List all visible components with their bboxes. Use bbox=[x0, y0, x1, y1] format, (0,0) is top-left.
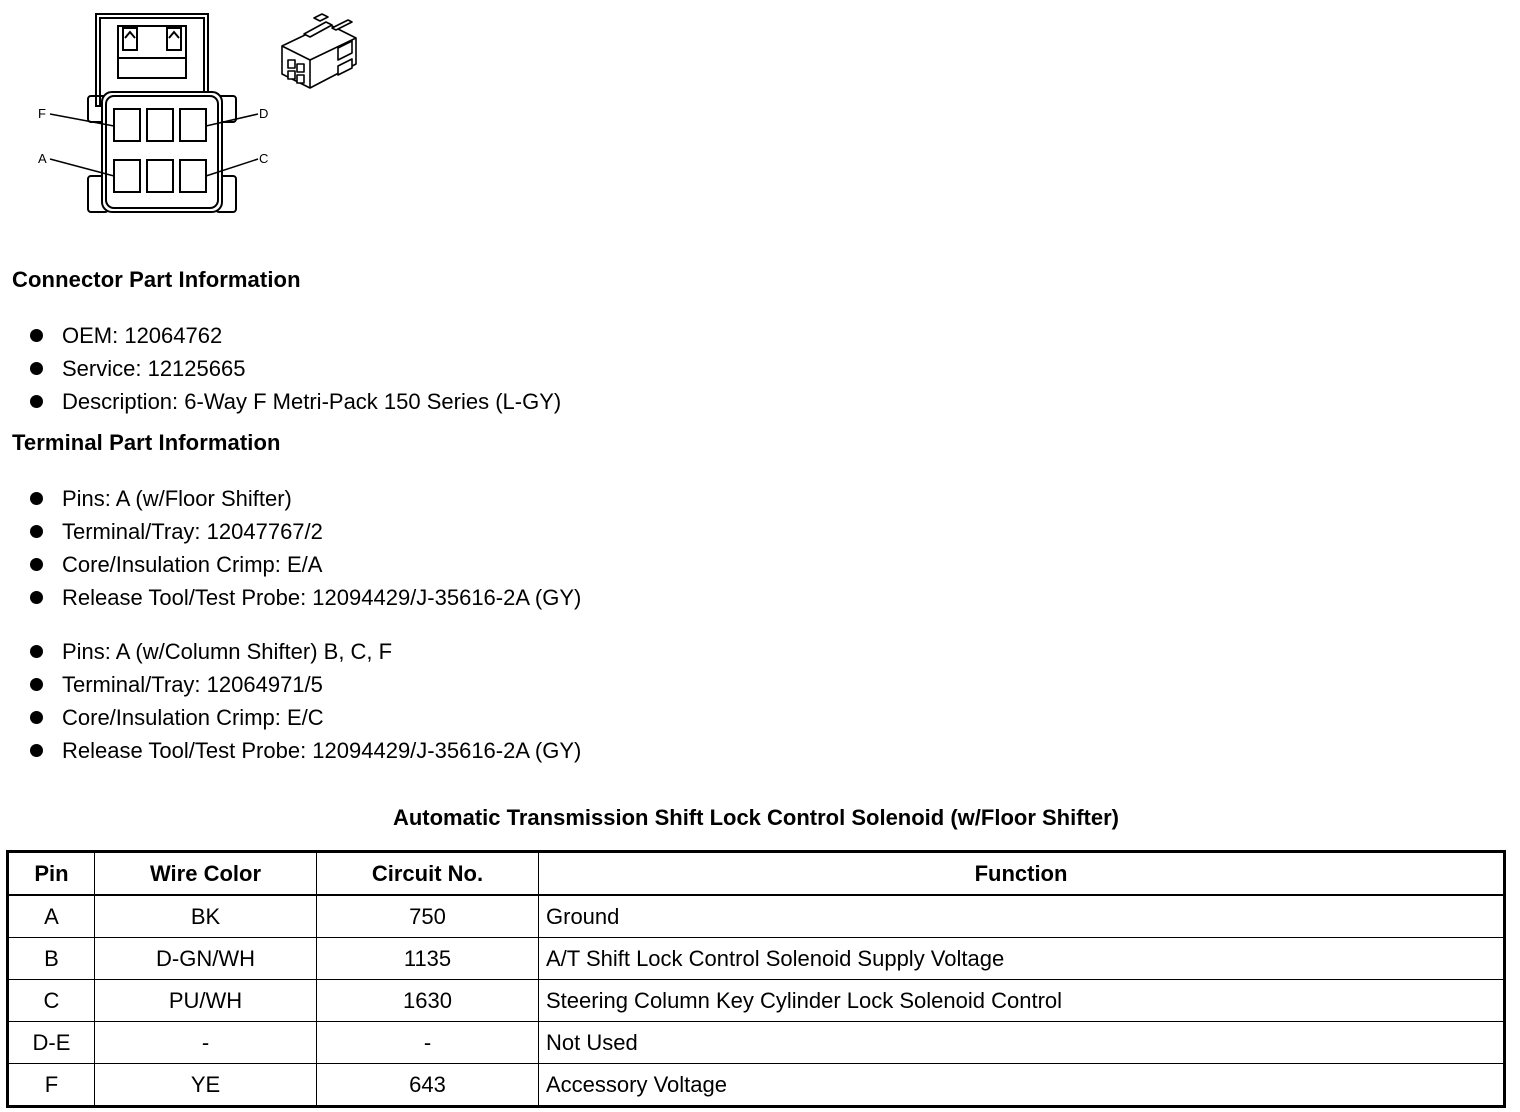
header-pin: Pin bbox=[8, 852, 95, 896]
pin-label-c: C bbox=[259, 151, 269, 166]
pin-label-f: F bbox=[38, 106, 46, 121]
list-item: Pins: A (w/Floor Shifter) bbox=[28, 482, 581, 515]
list-item: OEM: 12064762 bbox=[28, 319, 561, 352]
cell-wire-color: YE bbox=[95, 1064, 317, 1107]
cell-function: Accessory Voltage bbox=[539, 1064, 1505, 1107]
list-item: Pins: A (w/Column Shifter) B, C, F bbox=[28, 635, 581, 668]
connector-part-info-heading: Connector Part Information bbox=[12, 267, 301, 292]
cell-function: Not Used bbox=[539, 1022, 1505, 1064]
connector-isometric-icon bbox=[276, 8, 366, 98]
cell-circuit-no: 643 bbox=[317, 1064, 539, 1107]
cell-pin: B bbox=[8, 938, 95, 980]
cell-pin: A bbox=[8, 895, 95, 938]
cell-circuit-no: 750 bbox=[317, 895, 539, 938]
terminal-group-2-list bbox=[28, 635, 581, 767]
list-item: Terminal/Tray: 12047767/2 bbox=[28, 515, 581, 548]
list-item: Release Tool/Test Probe: 12094429/J-35616-2A (GY) bbox=[28, 581, 581, 614]
table-row bbox=[8, 1064, 1505, 1107]
list-item: Release Tool/Test Probe: 12094429/J-35616-2A (GY) bbox=[28, 734, 581, 767]
cell-pin: D-E bbox=[8, 1022, 95, 1064]
table-row bbox=[8, 1022, 1505, 1064]
cell-wire-color: - bbox=[95, 1022, 317, 1064]
terminal-part-info-heading: Terminal Part Information bbox=[12, 430, 281, 455]
header-circuit-no: Circuit No. bbox=[317, 852, 539, 896]
header-wire-color: Wire Color bbox=[95, 852, 317, 896]
pin-label-a: A bbox=[38, 151, 47, 166]
bullet-icon bbox=[30, 678, 43, 691]
cell-function: Ground bbox=[539, 895, 1505, 938]
bullet-icon bbox=[30, 744, 43, 757]
list-item: Core/Insulation Crimp: E/C bbox=[28, 701, 581, 734]
bullet-icon bbox=[30, 645, 43, 658]
cell-circuit-no: 1630 bbox=[317, 980, 539, 1022]
bullet-icon bbox=[30, 492, 43, 505]
bullet-icon bbox=[30, 329, 43, 342]
cell-function: Steering Column Key Cylinder Lock Solenoid Control bbox=[539, 980, 1505, 1022]
table-row bbox=[8, 938, 1505, 980]
list-item: Description: 6-Way F Metri-Pack 150 Series (L-GY) bbox=[28, 385, 561, 418]
bullet-icon bbox=[30, 591, 43, 604]
list-item: Core/Insulation Crimp: E/A bbox=[28, 548, 581, 581]
cell-pin: C bbox=[8, 980, 95, 1022]
cell-wire-color: PU/WH bbox=[95, 980, 317, 1022]
bullet-icon bbox=[30, 711, 43, 724]
bullet-icon bbox=[30, 525, 43, 538]
bullet-icon bbox=[30, 558, 43, 571]
table-row bbox=[8, 895, 1505, 938]
cell-wire-color: D-GN/WH bbox=[95, 938, 317, 980]
pin-table bbox=[6, 850, 1506, 1108]
cell-function: A/T Shift Lock Control Solenoid Supply Voltage bbox=[539, 938, 1505, 980]
terminal-group-1-list bbox=[28, 482, 581, 614]
connector-face-diagram bbox=[30, 8, 280, 220]
cell-circuit-no: - bbox=[317, 1022, 539, 1064]
list-item: Terminal/Tray: 12064971/5 bbox=[28, 668, 581, 701]
table-header-row bbox=[8, 852, 1505, 896]
pin-table-title: Automatic Transmission Shift Lock Control Solenoid (w/Floor Shifter) bbox=[392, 805, 1120, 830]
pin-label-d: D bbox=[259, 106, 269, 121]
bullet-icon bbox=[30, 362, 43, 375]
table-row bbox=[8, 980, 1505, 1022]
header-function: Function bbox=[539, 852, 1505, 896]
cell-circuit-no: 1135 bbox=[317, 938, 539, 980]
cell-pin: F bbox=[8, 1064, 95, 1107]
connector-part-info-list bbox=[28, 319, 561, 418]
cell-wire-color: BK bbox=[95, 895, 317, 938]
list-item: Service: 12125665 bbox=[28, 352, 561, 385]
bullet-icon bbox=[30, 395, 43, 408]
